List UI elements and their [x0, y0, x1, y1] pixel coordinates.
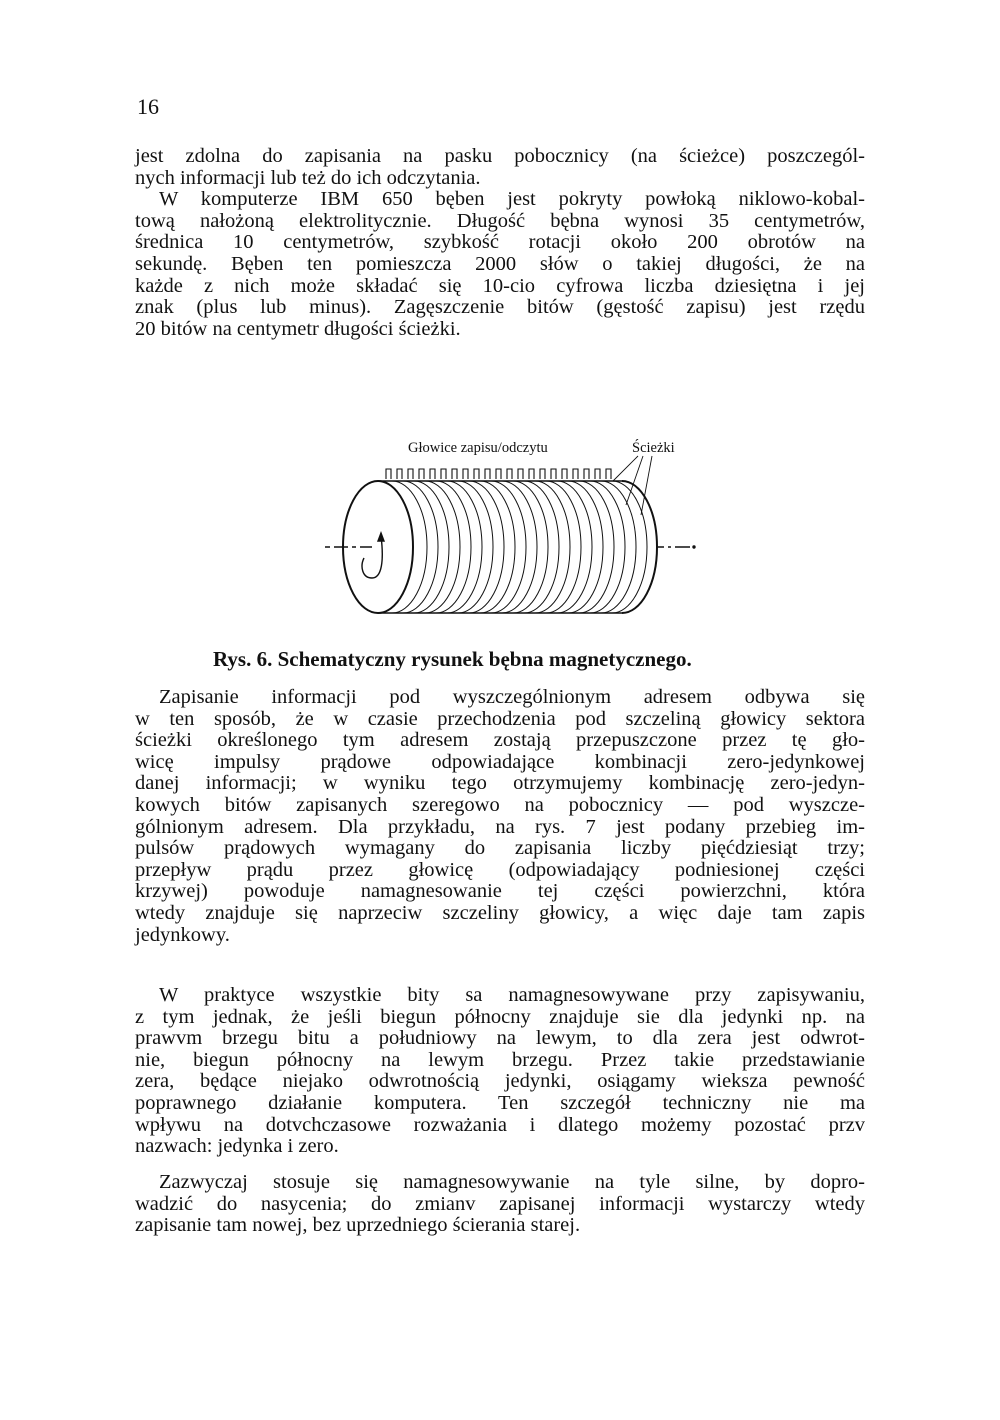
heads-label: Głowice zapisu/odczytu — [408, 440, 548, 456]
text-line: średnica 10 centymetrów, szybkość rotacji około 200 obrotów na — [135, 231, 865, 254]
paragraph-saturation — [135, 1172, 865, 1237]
text-line: przepływ prądu przez głowicę (odpowiadający podniesionej części — [135, 858, 865, 881]
text-line: nie, biegun północny na lewym brzegu. Przez takie przedstawianie — [135, 1048, 865, 1071]
text-line: 20 bitów na centymetr długości ścieżki. — [135, 317, 461, 340]
text-line: jest zdolna do zapisania na pasku pobocznicy (na ścieżce) poszczegól- — [135, 145, 865, 167]
paragraph-drum-description — [135, 146, 865, 340]
text-line: sekundę. Bęben ten pomieszcza 2000 słów o takiej długości, że na — [135, 252, 865, 275]
text-line: wadzić do nasycenia; do zmianv zapisanej informacji wystarczy wtedy — [135, 1192, 865, 1215]
text-line: ścieżki określonego tym adresem zostają przepuszczone przez tę gło- — [135, 729, 865, 752]
read-write-heads — [386, 469, 611, 479]
tracks-label: Ścieżki — [632, 440, 675, 456]
text-line: zapisanie tam nowej, bez uprzedniego ścierania starej. — [135, 1214, 581, 1237]
tracks-pointer-lines — [613, 456, 652, 515]
figure-caption: Rys. 6. Schematyczny rysunek bębna magnetycznego. — [213, 647, 692, 671]
page-number: 16 — [137, 94, 159, 119]
text-line: pulsów prądowych wymagany do zapisania liczby pięćdziesiąt trzy; — [135, 837, 865, 860]
paragraph-writing-process — [135, 687, 865, 946]
text-line: poprawnego działanie komputera. Ten szczegół techniczny nie ma — [135, 1091, 865, 1114]
text-line: Zazwyczaj stosuje się namagnesowywanie na tyle silne, by dopro- — [159, 1171, 865, 1193]
text-line: wpływu na dotvchczasowe rozważania i dlatego możemy pozostać przv — [135, 1113, 865, 1136]
text-line: danej informacji; w wyniku tego otrzymujemy kombinację zero-jedyn- — [135, 772, 865, 795]
text-line: z tym jednak, że jeśli biegun północny znajduje sie dla jedynki np. na — [135, 1005, 865, 1028]
text-line: W komputerze IBM 650 bęben jest pokryty powłoką niklowo-kobal- — [159, 188, 865, 211]
text-line: w ten sposób, że w czasie przechodzenia pod szczeliną głowicy sektora — [135, 707, 865, 730]
text-line: nych informacji lub też do ich odczytania. — [135, 166, 481, 189]
text-line: każde z nich może składać się 10-cio cyfrowa liczba dziesiętna i jej — [135, 274, 865, 297]
text-line: wtedy znajduje się naprzeciw szczeliny głowicy, a więc daje tam zapis — [135, 901, 865, 924]
drum-cylinder — [343, 481, 657, 613]
rotation-axis — [325, 546, 695, 548]
paragraph-magnetization-practice — [135, 985, 865, 1158]
text-line: tową nałożoną elektrolitycznie. Długość bębna wynosi 35 centymetrów, — [135, 209, 865, 232]
text-line: kowych bitów zapisanych szeregowo na pobocznicy — pod wyszcze- — [135, 793, 865, 816]
text-line: Zapisanie informacji pod wyszczególnionym adresem odbywa się — [159, 686, 865, 708]
rotation-arrow-icon — [362, 533, 384, 578]
text-line: prawvm brzegu bitu a południowy na lewym, to dla zera jest odwrot- — [135, 1027, 865, 1050]
magnetic-drum-figure — [300, 430, 720, 630]
text-line: gólnionym adresem. Dla przykładu, na rys. 7 jest podany przebieg im- — [135, 815, 865, 838]
text-line: zera, będące niejako odwrotnością jedynki, osiągamy wieksza pewność — [135, 1070, 865, 1093]
text-line: znak (plus lub minus). Zagęszczenie bitów (gęstość zapisu) jest rzędu — [135, 296, 865, 319]
text-line: nazwach: jedynka i zero. — [135, 1135, 339, 1158]
text-line: wicę impulsy prądowe odpowiadające kombinacji zero-jedynkowej — [135, 750, 865, 773]
text-line: krzywej) powoduje namagnesowanie tej części powierzchni, która — [135, 880, 865, 903]
text-line: jedynkowy. — [135, 923, 230, 946]
text-line: W praktyce wszystkie bity sa namagnesowywane przy zapisywaniu, — [159, 984, 865, 1006]
